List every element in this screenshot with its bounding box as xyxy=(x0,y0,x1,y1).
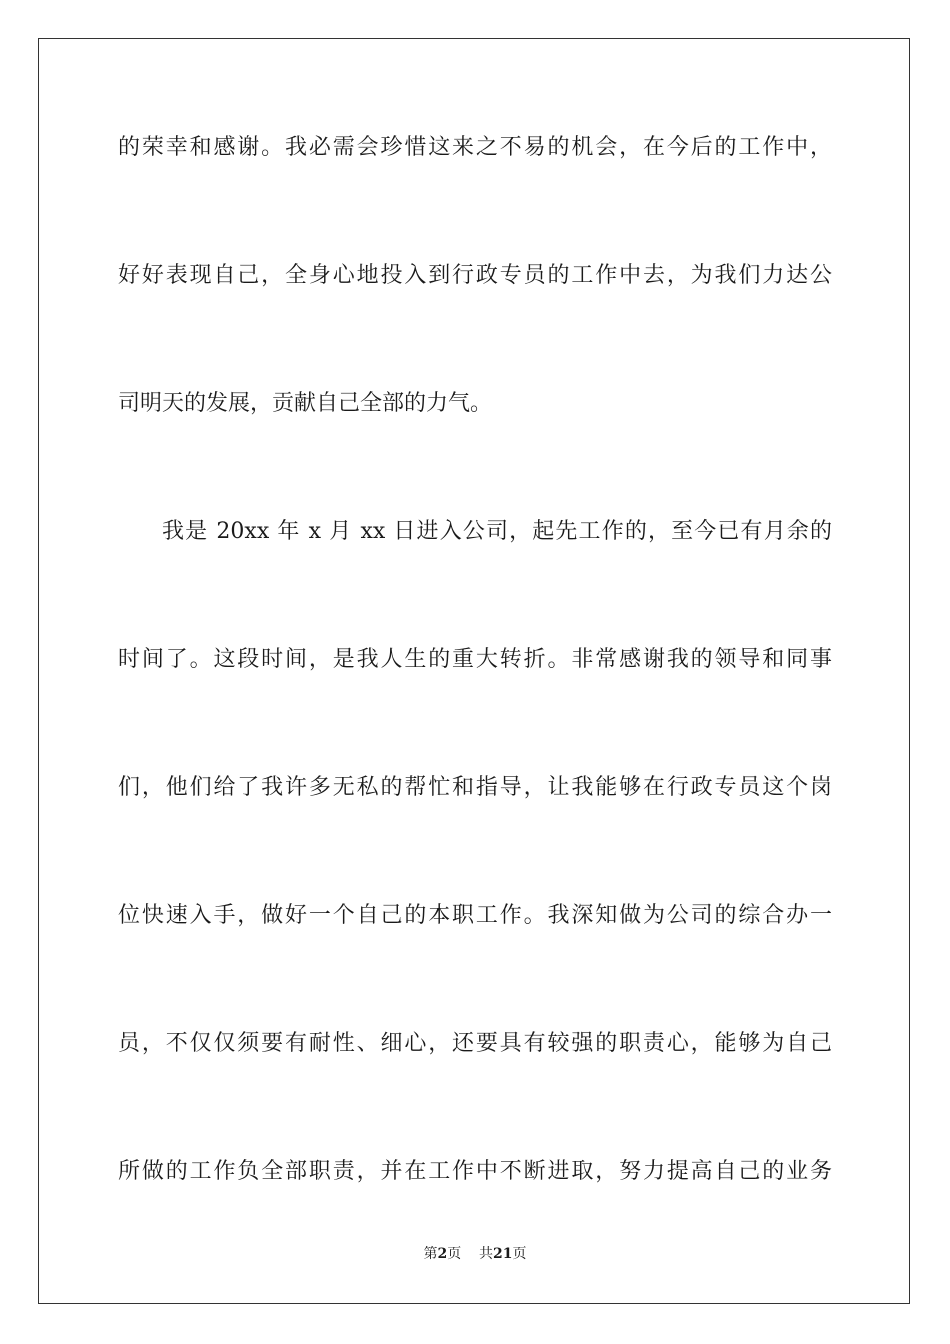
text-line-7: 位快速入手，做好一个自己的本职工作。我深知做为公司的综合办一 xyxy=(118,903,832,928)
footer-total-prefix: 共 xyxy=(479,1246,494,1262)
footer-page-number: 2 xyxy=(437,1246,448,1262)
text-line-3: 司明天的发展，贡献自己全部的力气。 xyxy=(118,391,493,416)
footer-page-prefix: 第 xyxy=(423,1246,438,1262)
page-footer xyxy=(0,1244,950,1264)
text-line-9: 所做的工作负全部职责，并在工作中不断进取，努力提高自己的业务 xyxy=(118,1159,832,1184)
text-line-5: 时间了。这段时间，是我人生的重大转折。非常感谢我的领导和同事 xyxy=(118,647,832,672)
footer-total-suffix: 页 xyxy=(512,1246,527,1262)
text-line-8: 员，不仅仅须要有耐性、细心，还要具有较强的职责心，能够为自己 xyxy=(118,1031,832,1056)
text-line-2: 好好表现自己，全身心地投入到行政专员的工作中去，为我们力达公 xyxy=(118,263,832,288)
text-line-6: 们，他们给了我许多无私的帮忙和指导，让我能够在行政专员这个岗 xyxy=(118,775,832,800)
footer-total-pages: 21 xyxy=(493,1246,513,1262)
footer-page-suffix: 页 xyxy=(447,1246,462,1262)
text-line-4: 我是 20xx 年 x 月 xx 日进入公司，起先工作的，至今已有月余的 xyxy=(162,519,832,544)
text-line-1: 的荣幸和感谢。我必需会珍惜这来之不易的机会，在今后的工作中， xyxy=(118,135,832,160)
